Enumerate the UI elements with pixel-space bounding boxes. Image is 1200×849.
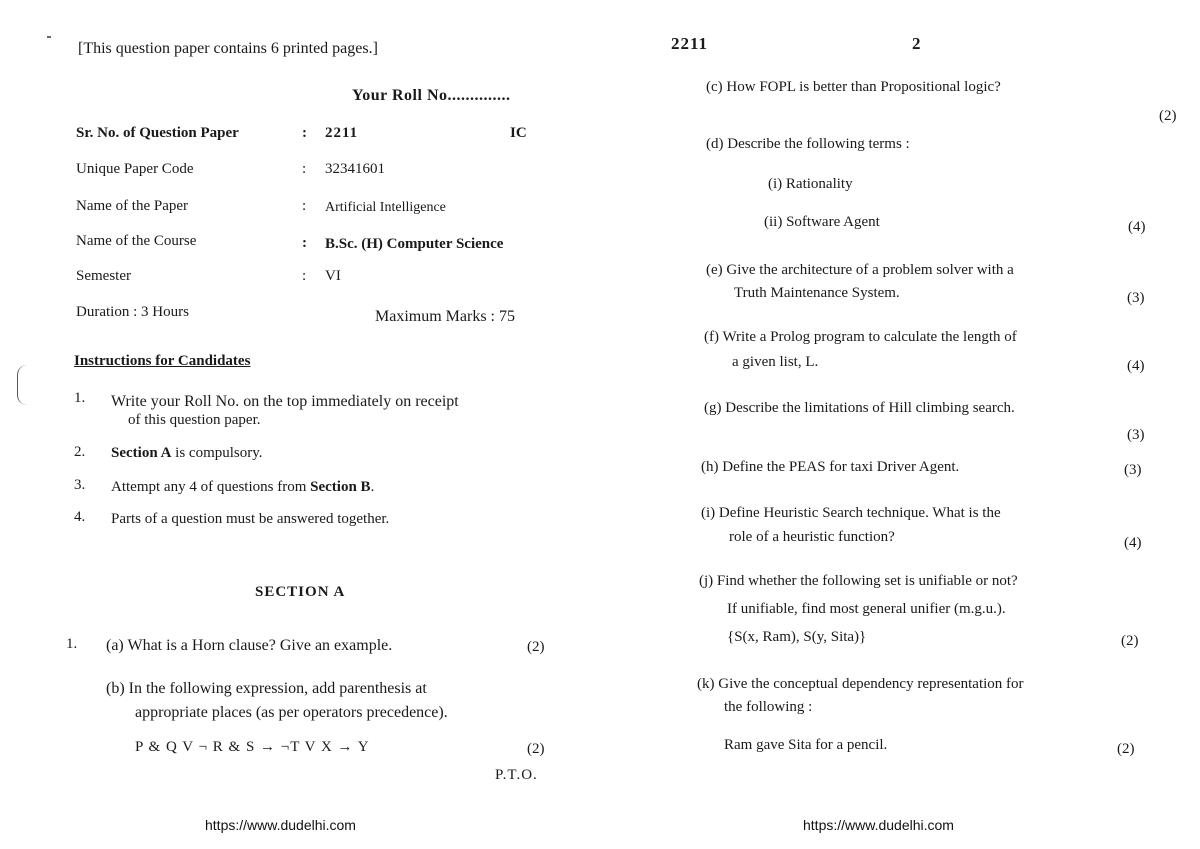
marks: (3) (1127, 427, 1145, 443)
question-b: (b) In the following expression, add parenthesis at (106, 680, 427, 697)
question-e-cont: Truth Maintenance System. (734, 285, 900, 301)
example-sentence: Ram gave Sita for a pencil. (724, 737, 888, 753)
question-f-cont: a given list, L. (732, 354, 819, 370)
question-h: (h) Define the PEAS for taxi Driver Agent. (701, 459, 960, 475)
instructions-heading: Instructions for Candidates (74, 353, 251, 369)
roll-number-field: Your Roll No.............. (352, 87, 511, 104)
marks: (4) (1127, 358, 1145, 374)
meta-sep: : (302, 198, 307, 214)
question-i: (i) Define Heuristic Search technique. What is the (701, 505, 1001, 521)
instruction-text: Parts of a question must be answered together. (111, 511, 390, 527)
instruction-text: of this question paper. (128, 412, 261, 428)
unification-set: {S(x, Ram), S(y, Sita)} (727, 629, 867, 645)
marks: (2) (527, 639, 545, 655)
meta-sep: : (302, 235, 307, 251)
marks: (2) (1121, 633, 1139, 649)
meta-value-semester: VI (325, 268, 341, 284)
meta-label-course: Name of the Course (76, 233, 197, 249)
meta-label-paper-name: Name of the Paper (76, 198, 189, 214)
marks: (2) (1159, 108, 1177, 124)
meta-value-sr-no: 2211 (325, 125, 359, 141)
duration: Duration : 3 Hours (76, 304, 189, 320)
question-number: 1. (66, 636, 78, 652)
margin-bracket-mark (17, 365, 28, 405)
question-a: (a) What is a Horn clause? Give an example. (106, 637, 393, 654)
maximum-marks: Maximum Marks : 75 (375, 308, 515, 325)
instruction-number: 2. (74, 444, 86, 460)
meta-sep: : (302, 161, 307, 177)
set-code: IC (510, 125, 527, 141)
meta-sep: : (302, 125, 307, 141)
meta-value-paper-code: 32341601 (325, 161, 385, 177)
meta-label-semester: Semester (76, 268, 131, 284)
meta-label-paper-code: Unique Paper Code (76, 161, 194, 177)
footer-url: https://www.dudelhi.com (205, 817, 356, 833)
marks: (4) (1124, 535, 1142, 551)
expression: P & Q V ¬ R & S → ¬T V X → Y (135, 739, 370, 755)
question-k-cont: the following : (724, 699, 813, 715)
marks: (2) (1117, 741, 1135, 757)
question-k: (k) Give the conceptual dependency representation for (697, 676, 1024, 692)
paper-code-header: 2211 (671, 34, 709, 53)
header-note: [This question paper contains 6 printed pages.] (78, 40, 378, 57)
meta-label-sr-no: Sr. No. of Question Paper (76, 125, 239, 141)
question-i-cont: role of a heuristic function? (729, 529, 895, 545)
question-j-cont: If unifiable, find most general unifier (m.g.u.). (727, 601, 1006, 617)
footer-url: https://www.dudelhi.com (803, 817, 954, 833)
instruction-number: 4. (74, 509, 86, 525)
section-heading: SECTION A (255, 584, 346, 600)
section-a-ref: Section A (111, 445, 172, 461)
section-b-ref: Section B (310, 479, 371, 495)
question-e: (e) Give the architecture of a problem solver with a (706, 262, 1014, 278)
marks: (2) (527, 741, 545, 757)
page-number: 2 (912, 34, 921, 53)
meta-sep: : (302, 268, 307, 284)
question-d: (d) Describe the following terms : (706, 136, 910, 152)
sub-item: (i) Rationality (768, 176, 853, 192)
question-b-cont: appropriate places (as per operators precedence). (135, 704, 448, 721)
instruction-number: 1. (74, 390, 86, 406)
question-c: (c) How FOPL is better than Propositional logic? (706, 79, 1001, 95)
pto: P.T.O. (495, 767, 538, 783)
marks: (3) (1124, 462, 1142, 478)
question-g: (g) Describe the limitations of Hill climbing search. (704, 400, 1015, 416)
scan-mark (47, 36, 51, 38)
marks: (4) (1128, 219, 1146, 235)
meta-value-course: B.Sc. (H) Computer Science (325, 236, 504, 252)
sub-item: (ii) Software Agent (764, 214, 880, 230)
instruction-number: 3. (74, 477, 86, 493)
meta-value-paper-name: Artificial Intelligence (325, 200, 446, 215)
question-f: (f) Write a Prolog program to calculate the length of (704, 329, 1017, 345)
instruction-text: Write your Roll No. on the top immediately on receipt (111, 393, 459, 410)
question-j: (j) Find whether the following set is unifiable or not? (699, 573, 1018, 589)
instruction-text: Attempt any 4 of questions from Section B. (111, 479, 375, 495)
instruction-text: Section A is compulsory. (111, 445, 263, 461)
marks: (3) (1127, 290, 1145, 306)
